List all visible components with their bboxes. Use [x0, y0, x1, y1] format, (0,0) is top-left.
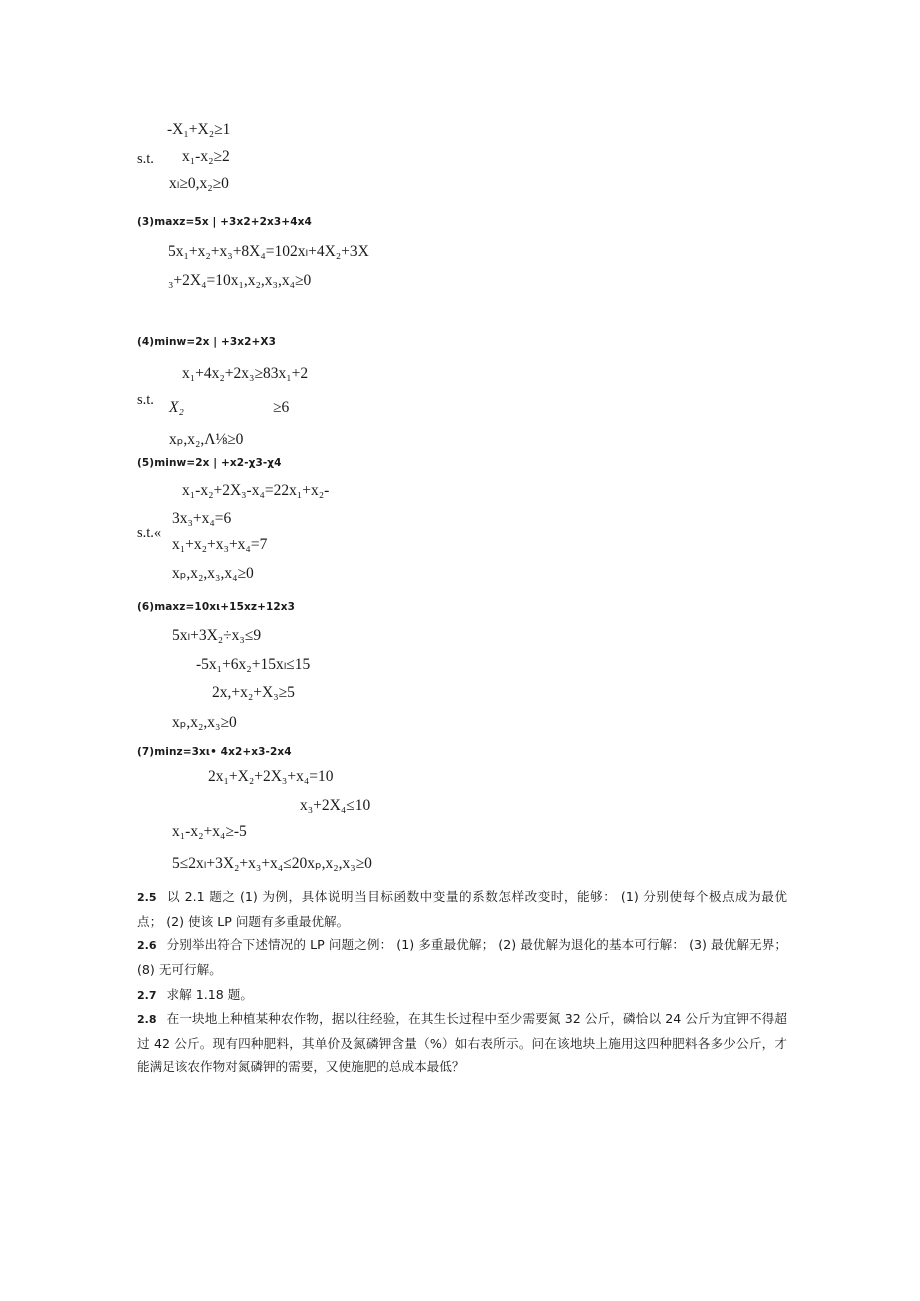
problem-heading: (5)minw=2x | +x2-χ3-χ4: [137, 457, 282, 469]
exercise-text: 在一块地上种植某种农作物，据以往经验，在其生长过程中至少需要氮 32 公斤，磷恰以 24 公斤为宜钾不得超过 42 公斤。现有四种肥料，其单价及氮磷钾含量（%）如右表所示。问在该地块上施用这四种肥料各多少公斤，才能满足该农作物对氮磷钾的需要，又使施肥的总成本最低？: [137, 1011, 787, 1074]
problem-heading: (6)maxz=10xι+15xz+12x3: [137, 601, 296, 613]
constraint-line: 3x₃+x₄=6: [172, 510, 232, 527]
constraint-line: 5≤2xₗ+3X₂+x₃+x₄≤20xₚ,x₂,x₃≥0: [172, 855, 372, 872]
constraint-line: x₁-x₂≥2: [182, 148, 230, 165]
constraint-line: ₃+2X₄=10x₁,x₂,x₃,x₄≥0: [168, 272, 312, 289]
nonnegativity-line: xₗ≥0,x₂≥0: [169, 175, 229, 192]
exercise-number: 2.6: [137, 939, 157, 952]
constraint-line: x₁+4x₂+2x₃≥83x₁+2: [182, 365, 309, 382]
constraint-line: 2x,+x₂+X₃≥5: [212, 684, 295, 701]
exercise-number: 2.5: [137, 891, 157, 904]
constraint-line: x₁-x₂+2X₃-x₄=22x₁+x₂-: [182, 482, 330, 499]
constraint-line: 5x₁+x₂+x₃+8X₄=102xₗ+4X₂+3X: [168, 243, 369, 260]
exercise-text: 求解 1.18 题。: [166, 987, 253, 1002]
subject-to-label: s.t.: [137, 151, 154, 167]
exercise-2-5: [137, 885, 787, 933]
constraint-line: x₃+2X₄≤10: [300, 797, 371, 814]
exercise-2-7: [137, 983, 787, 1008]
problem-heading: (7)minz=3xι• 4x2+x3-2x4: [137, 746, 292, 758]
exercise-text: 分别举出符合下述情况的 LP 问题之例： (1) 多重最优解； (2) 最优解为退化的基本可行解： (3) 最优解无界； (8) 无可行解。: [137, 937, 787, 977]
exercise-number: 2.7: [137, 989, 157, 1002]
constraint-line: ≥6: [273, 399, 290, 416]
constraint-line: x₁-x₂+x₄≥-5: [172, 823, 247, 840]
exercise-2-6: [137, 933, 787, 981]
nonnegativity-line: xₚ,x₂,Λ⅛≥0: [169, 431, 244, 448]
constraint-line: -X₁+X₂≥1: [167, 121, 231, 138]
constraint-line: 5xₗ+3X₂÷x₃≤9: [172, 627, 262, 644]
exercise-number: 2.8: [137, 1013, 157, 1026]
constraint-line: -5x₁+6x₂+15xₗ≤15: [196, 656, 311, 673]
constraint-line: X₂: [169, 399, 184, 416]
nonnegativity-line: xₚ,x₂,x₃,x₄≥0: [172, 565, 254, 582]
exercise-2-8: [137, 1007, 787, 1079]
exercise-text: 以 2.1 题之 (1) 为例，具体说明当目标函数中变量的系数怎样改变时，能够： (1) 分别使每个极点成为最优点； (2) 使该 LP 问题有多重最优解。: [137, 889, 787, 929]
constraint-line: 2x₁+X₂+2X₃+x₄=10: [208, 768, 334, 785]
constraint-line: x₁+x₂+x₃+x₄=7: [172, 536, 268, 553]
nonnegativity-line: xₚ,x₂,x₃≥0: [172, 714, 237, 731]
problem-heading: (3)maxz=5x | +3x2+2x3+4x4: [137, 216, 312, 228]
subject-to-label: s.t.«: [137, 525, 162, 541]
problem-heading: (4)minw=2x | +3x2+X3: [137, 336, 277, 348]
subject-to-label: s.t.: [137, 392, 154, 408]
